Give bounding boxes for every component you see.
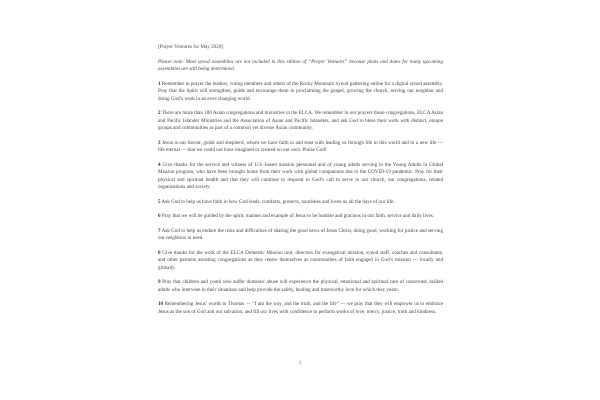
entry-number: 10 [158,301,164,308]
entry-number: 4 [158,161,161,168]
entry-text: Ask God to help us endure the risks and difficulties of sharing the good news of Jesus Christ, doing good, working for justice and serving our neighbors in need. [158,227,443,242]
prayer-entry [158,81,443,103]
entry-text: Remembering Jesus’ words to Thomas — “I am the way, and the truth, and the life” — we pray that they will empower us to embrace Jesus as the son of God and our salvation, and fill our lives with confidence to perform works of love, mercy, justice, truth and kindness. [158,301,443,315]
entry-number: 6 [158,213,161,220]
prayer-entry [158,250,443,272]
document-text-column [158,44,443,323]
entry-number: 9 [158,279,161,286]
prayer-entry [158,279,443,294]
entry-text: Jesus is our Savior, guide and shepherd, whom we have faith in and trust with leading us through life in this world and to a new life — life eternal — that we could not have imagined or created on our own. Praise God! [158,139,443,154]
entry-text: There are more than 100 Asian congregations and ministries in the ELCA. We remember in our prayers those congregations, ELCA Asian and Pacific Islander Ministries and the Association of Asian and Pacific Islanders, and ask God to bless their work with distinct, unique groups and communities as part of a common yet diverse Asian community. [158,110,443,132]
entry-text: Pray that we will be guided by the spirit, manner and example of Jesus to be humble and gracious in our faith, service and daily lives. [161,213,434,220]
page-number: 1 [298,360,302,366]
prayer-entry [158,301,443,316]
entry-number: 7 [158,227,161,234]
entry-number: 2 [158,110,161,117]
entry-text: Ask God to help us have faith in how God leads, comforts, protects, nourishes and loves us all the days of our life. [161,198,395,205]
entry-number: 3 [158,139,161,146]
please-note-paragraph: Please note: Most synod assemblies are not included in this edition of “Prayer Ventures” because plans and dates for many upcoming assemblies are still being determined. [158,58,443,72]
prayer-entry [158,199,443,206]
prayer-entry [158,228,443,243]
entry-text: Give thanks for the work of the ELCA Domestic Mission unit, directors for evangelical mission, synod staff, coaches and consultants, and other partners assisting congregations as they renew themselves as communities of faith engaged in God’s mission — locally and globally. [158,249,443,271]
entry-number: 5 [158,198,161,205]
prayer-entry [158,110,443,132]
prayer-entry [158,162,443,192]
prayer-entry [158,213,443,220]
entry-number: 8 [158,249,161,256]
entry-text: Remember in prayer the leaders, voting members and others of the Rocky Mountain Synod gathering online for a digital synod assembly. Pray that the Spirit will strengthen, guide and encourage them in proclaiming the gospel, growing the church, serving our neighbor and doing God’s work in an ever-changing world. [158,80,443,102]
entry-number: 1 [158,80,161,87]
prayer-entry [158,140,443,155]
entry-text: Pray that children and youth who suffer domestic abuse will experience the physical, emotional and spiritual care of concerned, skilled adults who intervene in their situations and help provide the safety, healing and trustworthy love for which they yearn. [158,279,443,293]
entry-text: Give thanks for the service and witness of U.S.-based mission personnel and of young adults serving in the Young Adults in Global Mission program, who have been brought home from their work with global companions due to the COVID-19 pandemic. Pray for their physical and spiritual health and that they will continue to respond to God’s call to serve in our church, our congregations, related organizations and society. [158,161,443,190]
document-title: [Prayer Ventures for May 2020] [158,44,223,50]
